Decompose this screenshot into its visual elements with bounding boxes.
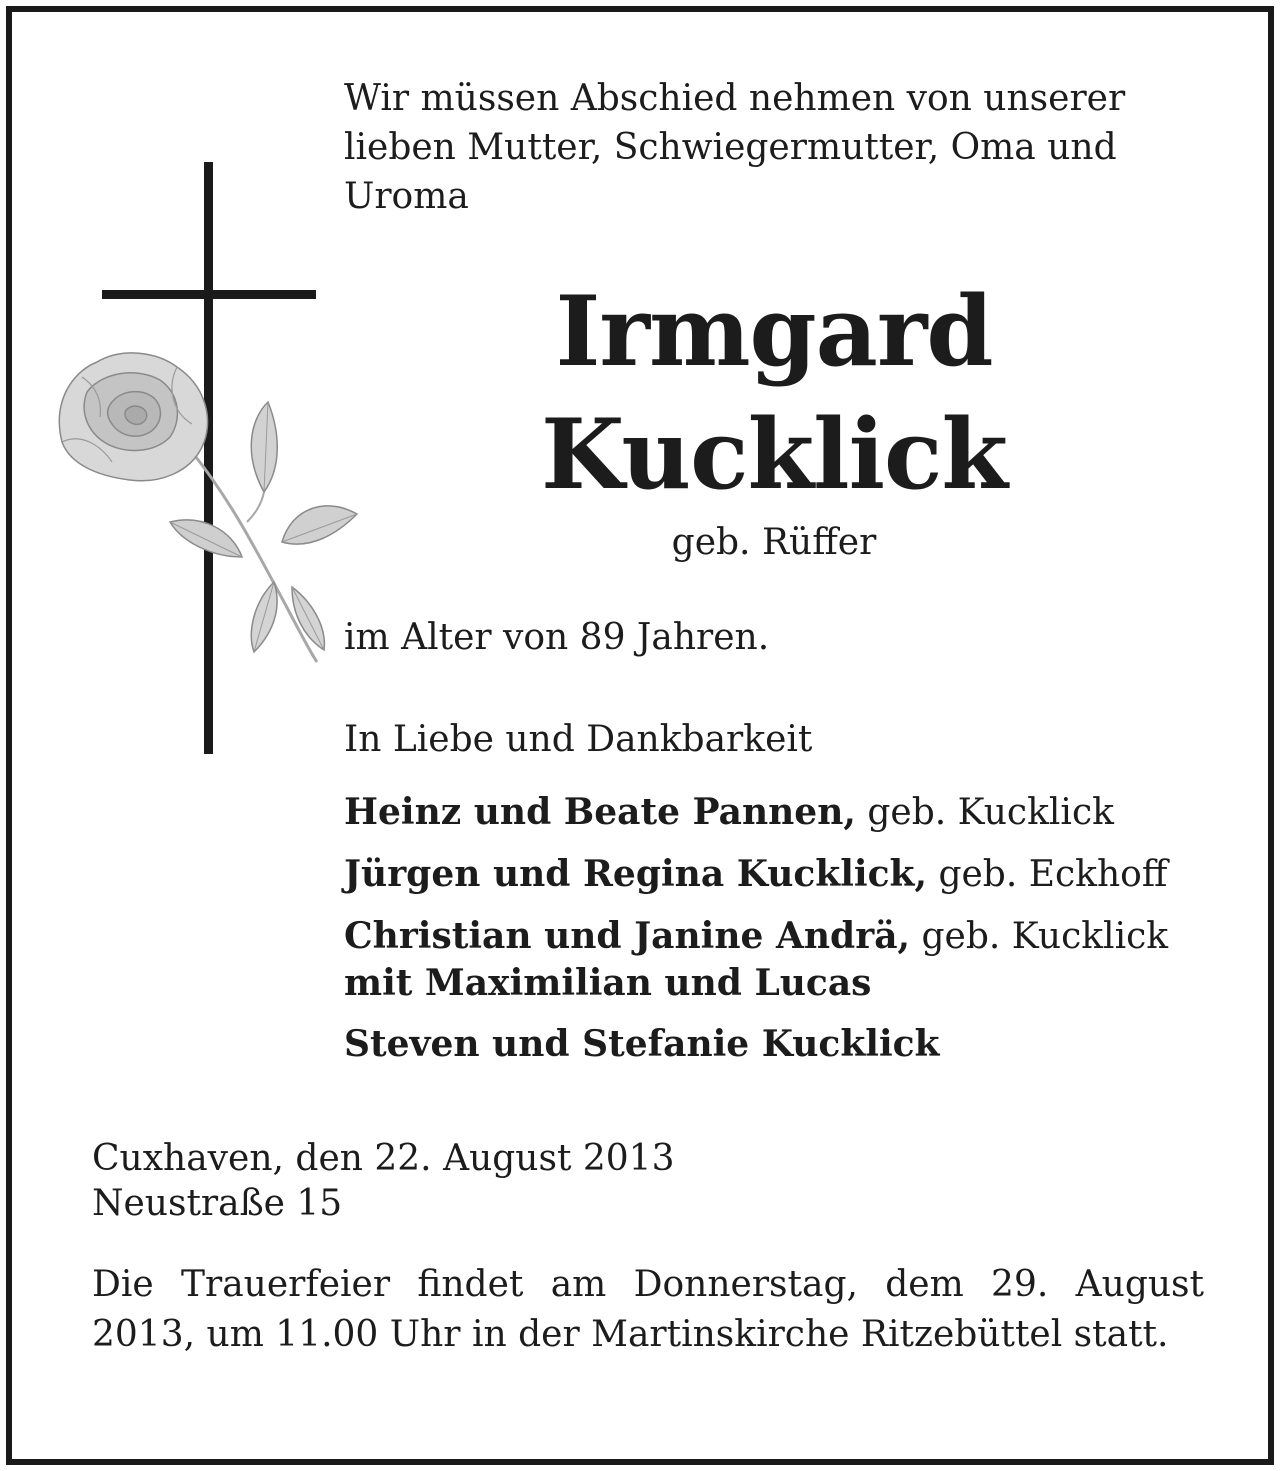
list-item <box>344 788 1214 837</box>
funeral-service-text: Die Trauerfeier findet am Donnerstag, dem 29. August 2013, um 11.00 Uhr in der Martinskirche Ritzebüttel statt. <box>92 1264 1204 1355</box>
mourner-names: Heinz und Beate Pannen, <box>344 791 856 833</box>
mourner-children: mit Maximilian und Lucas <box>344 962 872 1004</box>
mourners-list <box>344 788 1214 1082</box>
mourner-names: Steven und Stefanie Kucklick <box>344 1023 940 1065</box>
deceased-last-name: Kucklick <box>541 398 1007 511</box>
cross-with-rose-illustration <box>42 162 372 782</box>
place-date: Cuxhaven, den 22. August 2013 <box>92 1138 675 1179</box>
deceased-first-name: Irmgard <box>555 275 993 388</box>
obituary-notice <box>6 6 1274 1465</box>
list-item <box>344 912 1214 1007</box>
address: Neustraße 15 <box>92 1183 343 1224</box>
mourner-birth-name: geb. Kucklick <box>855 792 1114 833</box>
place-date-block <box>92 1136 675 1226</box>
mourner-birth-name: geb. Kucklick <box>910 916 1169 957</box>
age-text: im Alter von 89 Jahren. <box>344 617 770 658</box>
list-item <box>344 850 1214 899</box>
mourner-names: Christian und Janine Andrä, <box>344 915 911 957</box>
birth-name: geb. Rüffer <box>671 522 877 563</box>
mourner-birth-name: geb. Eckhoff <box>927 854 1168 895</box>
intro-text: Wir müssen Abschied nehmen von unserer lieben Mutter, Schwiegermutter, Oma und Uroma <box>344 78 1126 217</box>
mourner-names: Jürgen und Regina Kucklick, <box>344 853 927 895</box>
list-item <box>344 1020 1214 1069</box>
closing-text: In Liebe und Dankbarkeit <box>344 719 813 760</box>
